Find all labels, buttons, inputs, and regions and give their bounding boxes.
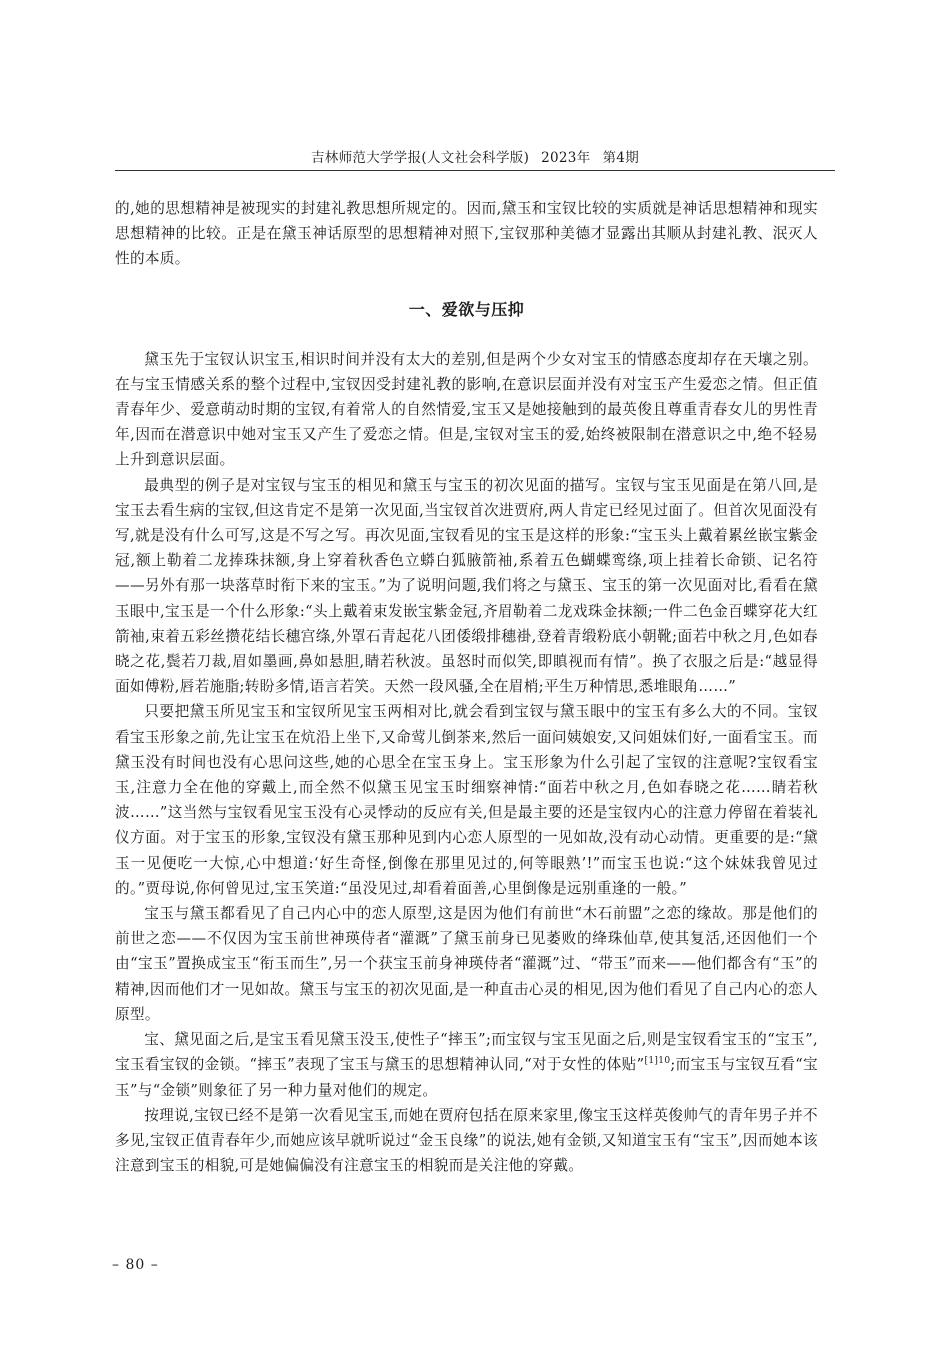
article-body bbox=[115, 196, 818, 1178]
intro-paragraph: 的,她的思想精神是被现实的封建礼教思想所规定的。因而,黛玉和宝钗比较的实质就是神话思想精神和现实思想精神的比较。正是在黛玉神话原型的思想精神对照下,宝钗那种美德才显露出其顺从封建礼教、泯灭人性的本质。 bbox=[115, 200, 818, 268]
section-heading: 一、爱欲与压抑 bbox=[408, 299, 525, 319]
page-number: – 80 – bbox=[112, 1257, 159, 1273]
journal-issue: 第4期 bbox=[602, 150, 639, 166]
paragraph-text-after-citation: ;而宝玉与宝钗互看“宝玉”与“金锁”则象征了另一种力量对他们的规定。 bbox=[115, 1056, 818, 1099]
body-paragraph-last: 按理说,宝钗已经不是第一次看见宝玉,而她在贾府包括在原来家里,像宝玉这样英俊帅气的青年男子并不多见,宝钗正值青春年少,而她应该早就听说过“金玉良缘”的说法,她有金锁,又知道宝玉有“宝玉”,因而她本该注意到宝玉的相貌,可是她偏偏没有注意宝玉的相貌而是关注他的穿戴。 bbox=[115, 1106, 818, 1175]
journal-year: 2023年 bbox=[541, 150, 591, 166]
body-paragraph: 最典型的例子是对宝钗与宝玉的相见和黛玉与宝玉的初次见面的描写。宝钗与宝玉见面是在第八回,是宝玉去看生病的宝钗,但这肯定不是第一次见面,当宝钗首次进贾府,两人肯定已经见过面了。但首次见面没有写,就是没有什么可写,这是不写之写。再次见面,宝钗看见的宝玉是这样的形象:“宝玉头上戴着累丝嵌宝紫金冠,额上勒着二龙捧珠抹额,身上穿着秋香色立蟒白狐腋箭袖,系着五色蝴蝶鸾绦,项上挂着长命锁、记名符——另外有那一块落草时衔下来的宝玉。”为了说明问题,我们将之与黛玉、宝玉的第一次见面对比,看看在黛玉眼中,宝玉是一个什么形象:“头上戴着束发嵌宝紫金冠,齐眉勒着二龙戏珠金抹额;一件二色金百蝶穿花大红箭袖,束着五彩丝攒花结长穗宫绦,外罩石青起花八团倭缎排穗褂,登着青缎粉底小朝靴;面若中秋之月,色如春晓之花,鬓若刀裁,眉如墨画,鼻如悬胆,睛若秋波。虽怒时而似笑,即瞋视而有情”。换了衣服之后是:“越显得面如傅粉,唇若施脂;转盼多情,语言若笑。天然一段风骚,全在眉梢;平生万种情思,悉堆眼角……” bbox=[115, 476, 818, 696]
body-paragraph: 只要把黛玉所见宝玉和宝钗所见宝玉两相对比,就会看到宝钗与黛玉眼中的宝玉有多么大的不同。宝钗看宝玉形象之前,先让宝玉在炕沿上坐下,又命莺儿倒茶来,然后一面问姨娘安,又问姐妹们好,一面看宝玉。而黛玉没有时间也没有心思问这些,她的心思全在宝玉身上。宝玉形象为什么引起了宝钗的注意呢?宝钗看宝玉,注意力全在他的穿戴上,而全然不似黛玉见宝玉时细察神情:“面若中秋之月,色如春晓之花……睛若秋波……”这当然与宝钗看见宝玉没有心灵悸动的反应有关,但是最主要的还是宝钗内心的注意力停留在着装礼仪方面。对于宝玉的形象,宝钗没有黛玉那种见到内心恋人原型的一见如故,没有动心动情。更重要的是:“黛玉一见便吃一大惊,心中想道:‘好生奇怪,倒像在那里见过的,何等眼熟’!”而宝玉也说:“这个妹妹我曾见过的。”贾母说,你何曾见过,宝玉笑道:“虽没见过,却看着面善,心里倒像是远别重逢的一般。” bbox=[115, 703, 818, 897]
citation-reference: [1]10 bbox=[644, 1056, 671, 1067]
running-header bbox=[115, 146, 835, 171]
body-paragraph: 黛玉先于宝钗认识宝玉,相识时间并没有太大的差别,但是两个少女对宝玉的情感态度却存在天壤之别。在与宝玉情感关系的整个过程中,宝钗因受封建礼教的影响,在意识层面并没有对宝玉产生爱恋之情。但正值青春年少、爱意萌动时期的宝钗,有着常人的自然情爱,宝玉又是她接触到的最英俊且尊重青春女儿的男性青年,因而在潜意识中她对宝玉又产生了爱恋之情。但是,宝钗对宝玉的爱,始终被限制在潜意识之中,绝不轻易上升到意识层面。 bbox=[115, 350, 818, 469]
body-paragraph: 宝玉与黛玉都看见了自己内心中的恋人原型,这是因为他们有前世“木石前盟”之恋的缘故。那是他们的前世之恋——不仅因为宝玉前世神瑛侍者“灌溉”了黛玉前身已见萎败的绛珠仙草,使其复活,还因他们一个由“宝玉”置换成宝玉“衔玉而生”,另一个获宝玉前身神瑛侍者“灌溉”过、“带玉”而来——他们都含有“玉”的精神,因而他们才一见如故。黛玉与宝玉的初次见面,是一种直击心灵的相见,因为他们看见了自己内心的恋人原型。 bbox=[115, 905, 818, 1023]
paragraph-text-before-citation: 宝、黛见面之后,是宝玉看见黛玉没玉,使性子“摔玉”;而宝钗与宝玉见面之后,则是宝钗看宝玉的“宝玉”,宝玉看宝钗的金锁。“摔玉”表现了宝玉与黛玉的思想精神认同,“对于女性的体贴” bbox=[115, 1031, 818, 1074]
journal-title: 吉林师范大学学报(人文社会科学版) bbox=[311, 150, 530, 166]
body-paragraph-with-citation bbox=[115, 1027, 818, 1103]
